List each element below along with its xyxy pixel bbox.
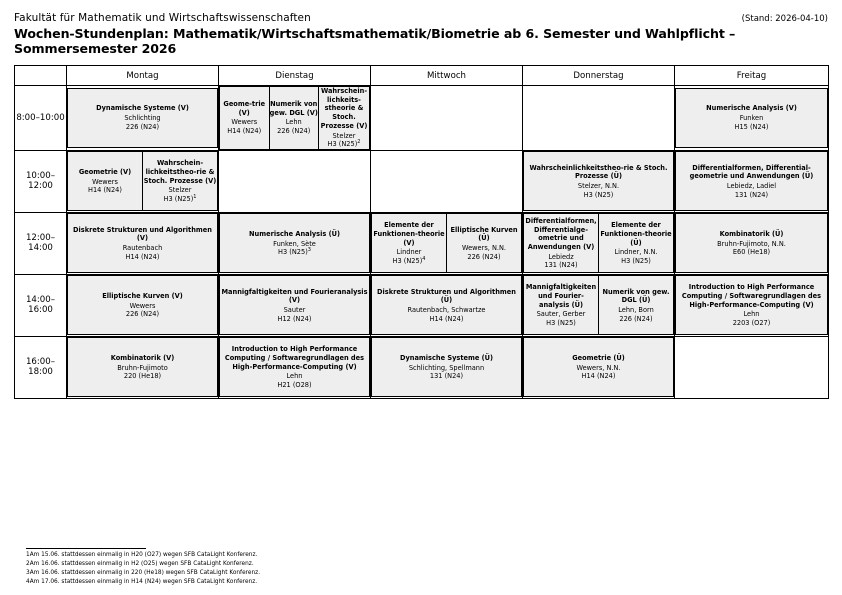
slot-donnerstag-1400 bbox=[523, 274, 675, 336]
course-lecturer: Wewers, N.N. bbox=[461, 243, 507, 252]
course-room: H3 $(N25)^1$ bbox=[163, 193, 197, 203]
footnote-4: 4Am 17.06. stattdessen einmalig in H14 (N24) wegen SFB CataLight Konferenz. bbox=[26, 579, 258, 586]
course-hpc-v-freitag[interactable] bbox=[676, 276, 828, 335]
course-lecturer: Wewers bbox=[92, 177, 118, 186]
course-title: Numerische Analysis (Ü) bbox=[249, 229, 340, 238]
course-lecturer: Lehn, Born bbox=[618, 305, 654, 314]
course-room: H3 $(N25)^3$ bbox=[278, 247, 311, 257]
course-room: H3 (N25) bbox=[583, 190, 614, 199]
course-numerische-analysis-ue[interactable] bbox=[220, 214, 370, 273]
slot-donnerstag-1600 bbox=[523, 336, 675, 398]
course-hpc-v-dienstag[interactable] bbox=[220, 338, 370, 397]
time-label-1400: 14:00–16:00 bbox=[15, 274, 67, 336]
course-room: 226 (N24) bbox=[125, 310, 160, 319]
footnotes bbox=[26, 548, 260, 587]
course-lecturer: Bruhn-Fujimoto, N.N. bbox=[717, 239, 786, 248]
course-elemente-funktionentheorie-ue[interactable] bbox=[599, 214, 674, 273]
course-title: Elemente der Funktionen-theorie (Ü) bbox=[600, 221, 672, 247]
slot-dienstag-1400 bbox=[219, 274, 371, 336]
course-room: H3 $(N25)^2$ bbox=[327, 139, 361, 149]
course-wahrscheinlichkeitstheorie-ue[interactable] bbox=[524, 152, 674, 211]
course-wahrscheinlichkeitstheorie-v-2[interactable] bbox=[143, 152, 218, 211]
course-title: Introduction to High Performance Computing / Softwaregrundlagen des High-Performance-Computing (V) bbox=[224, 345, 365, 371]
table-header-row bbox=[15, 66, 829, 86]
course-title: Numerische Analysis (V) bbox=[706, 104, 797, 113]
slot-mittwoch-1600 bbox=[371, 336, 523, 398]
slot-montag-1200 bbox=[67, 212, 219, 274]
course-room: H15 (N24) bbox=[734, 122, 769, 131]
day-header-dienstag: Dienstag bbox=[219, 66, 371, 86]
table-row bbox=[15, 150, 829, 212]
course-lecturer: Stelzer bbox=[168, 186, 192, 195]
course-numerik-gew-dgl-ue[interactable] bbox=[599, 276, 674, 335]
course-room: H12 (N24) bbox=[277, 314, 312, 323]
course-lecturer: Lebiedz, Ladiel bbox=[726, 181, 777, 190]
course-kombinatorik-v[interactable] bbox=[68, 338, 218, 397]
slot-montag-1400 bbox=[67, 274, 219, 336]
course-room: H14 (N24) bbox=[227, 127, 262, 136]
day-header-montag: Montag bbox=[67, 66, 219, 86]
time-label-0800: 8:00–10:00 bbox=[15, 86, 67, 151]
course-numerische-analysis-v[interactable] bbox=[676, 88, 828, 147]
course-diskrete-strukturen-v[interactable] bbox=[68, 214, 218, 273]
day-header-mittwoch: Mittwoch bbox=[371, 66, 523, 86]
footnote-1: 1Am 15.06. stattdessen einmalig in H20 (O27) wegen SFB CataLight Konferenz. bbox=[26, 552, 258, 559]
table-row bbox=[15, 336, 829, 398]
slot-dienstag-0800 bbox=[219, 86, 371, 151]
course-room: 226 (N24) bbox=[619, 314, 653, 323]
slot-donnerstag-1000 bbox=[523, 150, 675, 212]
slot-freitag-1200 bbox=[675, 212, 829, 274]
course-room: 131 (N24) bbox=[734, 190, 769, 199]
course-title: Dynamische Systeme (V) bbox=[96, 104, 189, 113]
course-lecturer: Wewers bbox=[129, 301, 156, 310]
course-elliptische-kurven-ue[interactable] bbox=[447, 214, 522, 273]
slot-donnerstag-1200 bbox=[523, 212, 675, 274]
course-room: H3 (N25) bbox=[546, 318, 576, 327]
course-lecturer: Stelzer, N.N. bbox=[577, 181, 620, 190]
course-lecturer: Funken, Sète bbox=[273, 239, 316, 248]
course-title: Elliptische Kurven (V) bbox=[102, 291, 183, 300]
footnote-marker: 1 bbox=[193, 193, 197, 200]
course-lecturer: Rautenbach bbox=[122, 243, 163, 252]
day-header-freitag: Freitag bbox=[675, 66, 829, 86]
course-dynamische-systeme-ue[interactable] bbox=[372, 338, 522, 397]
course-room: 226 (N24) bbox=[125, 122, 160, 131]
course-title: Numerik von gew. DGL (Ü) bbox=[602, 287, 670, 305]
schedule-table bbox=[14, 65, 829, 399]
course-lecturer: Schlichting, Spellmann bbox=[408, 363, 485, 372]
course-lecturer: Sauter bbox=[283, 305, 306, 314]
course-elemente-funktionentheorie-v[interactable] bbox=[372, 214, 447, 273]
course-lecturer: Lebiedz bbox=[548, 252, 574, 261]
slot-freitag-0800 bbox=[675, 86, 829, 151]
course-title: Geometrie (V) bbox=[78, 167, 132, 176]
course-title: Kombinatorik (Ü) bbox=[719, 229, 784, 238]
course-room: 2203 (O27) bbox=[732, 318, 771, 327]
course-lecturer: Lehn bbox=[285, 118, 302, 127]
footnote-2: 2Am 16.06. stattdessen einmalig in H2 (O25) wegen SFB CataLight Konferenz. bbox=[26, 561, 254, 568]
course-lecturer: Wewers bbox=[231, 118, 258, 127]
course-title: Numerik von gew. DGL (V) bbox=[269, 100, 318, 117]
course-elliptische-kurven-v[interactable] bbox=[68, 276, 218, 335]
course-title: Wahrschein-lichkeitstheo-rie & Stoch. Prozesse (V) bbox=[143, 159, 217, 185]
course-geometrie-ue[interactable] bbox=[524, 338, 674, 397]
course-title: Wahrschein-lichkeits-stheorie & Stoch. Prozesse (V) bbox=[320, 87, 368, 130]
course-room: H14 (N24) bbox=[581, 372, 616, 381]
course-title: Kombinatorik (V) bbox=[110, 353, 175, 362]
slot-freitag-1000 bbox=[675, 150, 829, 212]
course-room: E60 (He18) bbox=[732, 248, 771, 257]
course-title: Dynamische Systeme (Ü) bbox=[400, 353, 493, 362]
course-room: 131 (N24) bbox=[544, 261, 578, 270]
page-header bbox=[14, 12, 828, 24]
slot-freitag-1400 bbox=[675, 274, 829, 336]
course-wahrscheinlichkeitstheorie-v[interactable] bbox=[319, 87, 370, 150]
slot-dienstag-1000-empty bbox=[219, 150, 371, 212]
course-title: Geome-trie (V) bbox=[223, 100, 266, 117]
revision-date: (Stand: 2026-04-10) bbox=[741, 14, 828, 24]
faculty-name: Fakultät für Mathematik und Wirtschaftswissenschaften bbox=[14, 12, 311, 24]
slot-freitag-1600-empty bbox=[675, 336, 829, 398]
course-lecturer: Stelzer bbox=[332, 131, 356, 140]
course-room: 220 (He18) bbox=[123, 372, 162, 381]
course-geometrie-v[interactable] bbox=[220, 87, 270, 150]
course-diskrete-strukturen-ue[interactable] bbox=[372, 276, 522, 335]
course-title: Diskrete Strukturen und Algorithmen (Ü) bbox=[377, 287, 516, 305]
time-label-1000: 10:00–12:00 bbox=[15, 150, 67, 212]
course-lecturer: Bruhn-Fujimoto bbox=[117, 363, 168, 372]
course-lecturer: Funken bbox=[739, 114, 764, 123]
course-dynamische-systeme-v[interactable] bbox=[68, 88, 218, 147]
course-room: H14 (N24) bbox=[88, 186, 122, 195]
day-header-donnerstag: Donnerstag bbox=[523, 66, 675, 86]
slot-mittwoch-1200 bbox=[371, 212, 523, 274]
slot-montag-0800 bbox=[67, 86, 219, 151]
course-mannigfaltigkeiten-v[interactable] bbox=[220, 276, 370, 335]
course-lecturer: Wewers, N.N. bbox=[576, 363, 621, 372]
course-title: Mannigfaltigkeiten und Fourier-analysis (Ü) bbox=[525, 283, 597, 309]
table-row bbox=[15, 274, 829, 336]
course-numerik-gew-dgl-v[interactable] bbox=[269, 87, 319, 150]
course-lecturer: Rautenbach, Schwartze bbox=[407, 305, 486, 314]
course-geometrie-v-2[interactable] bbox=[68, 152, 143, 211]
slot-mittwoch-1400 bbox=[371, 274, 523, 336]
course-lecturer: Lehn bbox=[743, 310, 760, 319]
course-room: 226 (N24) bbox=[277, 127, 311, 136]
footnote-separator bbox=[26, 548, 146, 549]
course-differentialformen-ue[interactable] bbox=[676, 152, 828, 211]
course-title: Differentialformen, Differentialge-ometrie und Anwendungen (V) bbox=[525, 216, 597, 251]
course-room: H21 (O28) bbox=[277, 380, 312, 389]
footnote-marker: 4 bbox=[422, 255, 426, 262]
course-lecturer: Schlichting bbox=[124, 114, 161, 123]
course-lecturer: Lehn bbox=[286, 372, 303, 381]
time-label-1200: 12:00–14:00 bbox=[15, 212, 67, 274]
course-room: H3 $(N25)^4$ bbox=[392, 255, 426, 265]
course-title: Elliptische Kurven (Ü) bbox=[450, 225, 518, 243]
course-title: Diskrete Strukturen und Algorithmen (V) bbox=[73, 225, 212, 243]
course-title: Geometrie (Ü) bbox=[572, 353, 625, 362]
course-title: Wahrscheinlichkeitstheo-rie & Stoch. Prozesse (Ü) bbox=[529, 163, 668, 181]
slot-mittwoch-1000-empty bbox=[371, 150, 523, 212]
course-lecturer: Lindner, N.N. bbox=[614, 248, 658, 257]
course-title: Mannigfaltigkeiten und Fourieranalysis (V) bbox=[221, 287, 368, 305]
footnote-marker: 2 bbox=[357, 139, 361, 146]
course-mannigfaltigkeiten-ue[interactable] bbox=[524, 276, 599, 335]
page-title: Wochen-Stundenplan: Mathematik/Wirtschaftsmathematik/Biometrie ab 6. Semester und Wahlpflicht – Sommersemester 2026 bbox=[14, 26, 736, 56]
slot-dienstag-1600 bbox=[219, 336, 371, 398]
course-room: 226 (N24) bbox=[467, 252, 501, 261]
course-differentialformen-v[interactable] bbox=[524, 214, 599, 273]
course-kombinatorik-ue[interactable] bbox=[676, 214, 828, 273]
slot-montag-1600 bbox=[67, 336, 219, 398]
course-room: H14 (N24) bbox=[125, 252, 160, 261]
slot-mittwoch-0800-empty bbox=[371, 86, 523, 151]
course-lecturer: Lindner bbox=[396, 248, 422, 257]
slot-dienstag-1200 bbox=[219, 212, 371, 274]
slot-montag-1000 bbox=[67, 150, 219, 212]
course-lecturer: Sauter, Gerber bbox=[536, 310, 586, 319]
footnote-marker: 3 bbox=[307, 247, 311, 254]
corner-cell bbox=[15, 66, 67, 86]
course-room: H3 (N25) bbox=[621, 256, 651, 265]
table-row bbox=[15, 86, 829, 151]
footnote-3: 3Am 16.06. stattdessen einmalig in 220 (He18) wegen SFB CataLight Konferenz. bbox=[26, 570, 261, 577]
course-room: H14 (N24) bbox=[429, 314, 464, 323]
course-room: 131 (N24) bbox=[429, 372, 464, 381]
course-title: Elemente der Funktionen-theorie (V) bbox=[373, 221, 445, 247]
course-title: Introduction to High Performance Computing / Softwaregrundlagen des High-Performance-Computing (V) bbox=[681, 283, 822, 309]
time-label-1600: 16:00–18:00 bbox=[15, 336, 67, 398]
slot-donnerstag-0800-empty bbox=[523, 86, 675, 151]
table-row bbox=[15, 212, 829, 274]
course-title: Differentialformen, Differential-geometrie und Anwendungen (Ü) bbox=[689, 163, 814, 181]
